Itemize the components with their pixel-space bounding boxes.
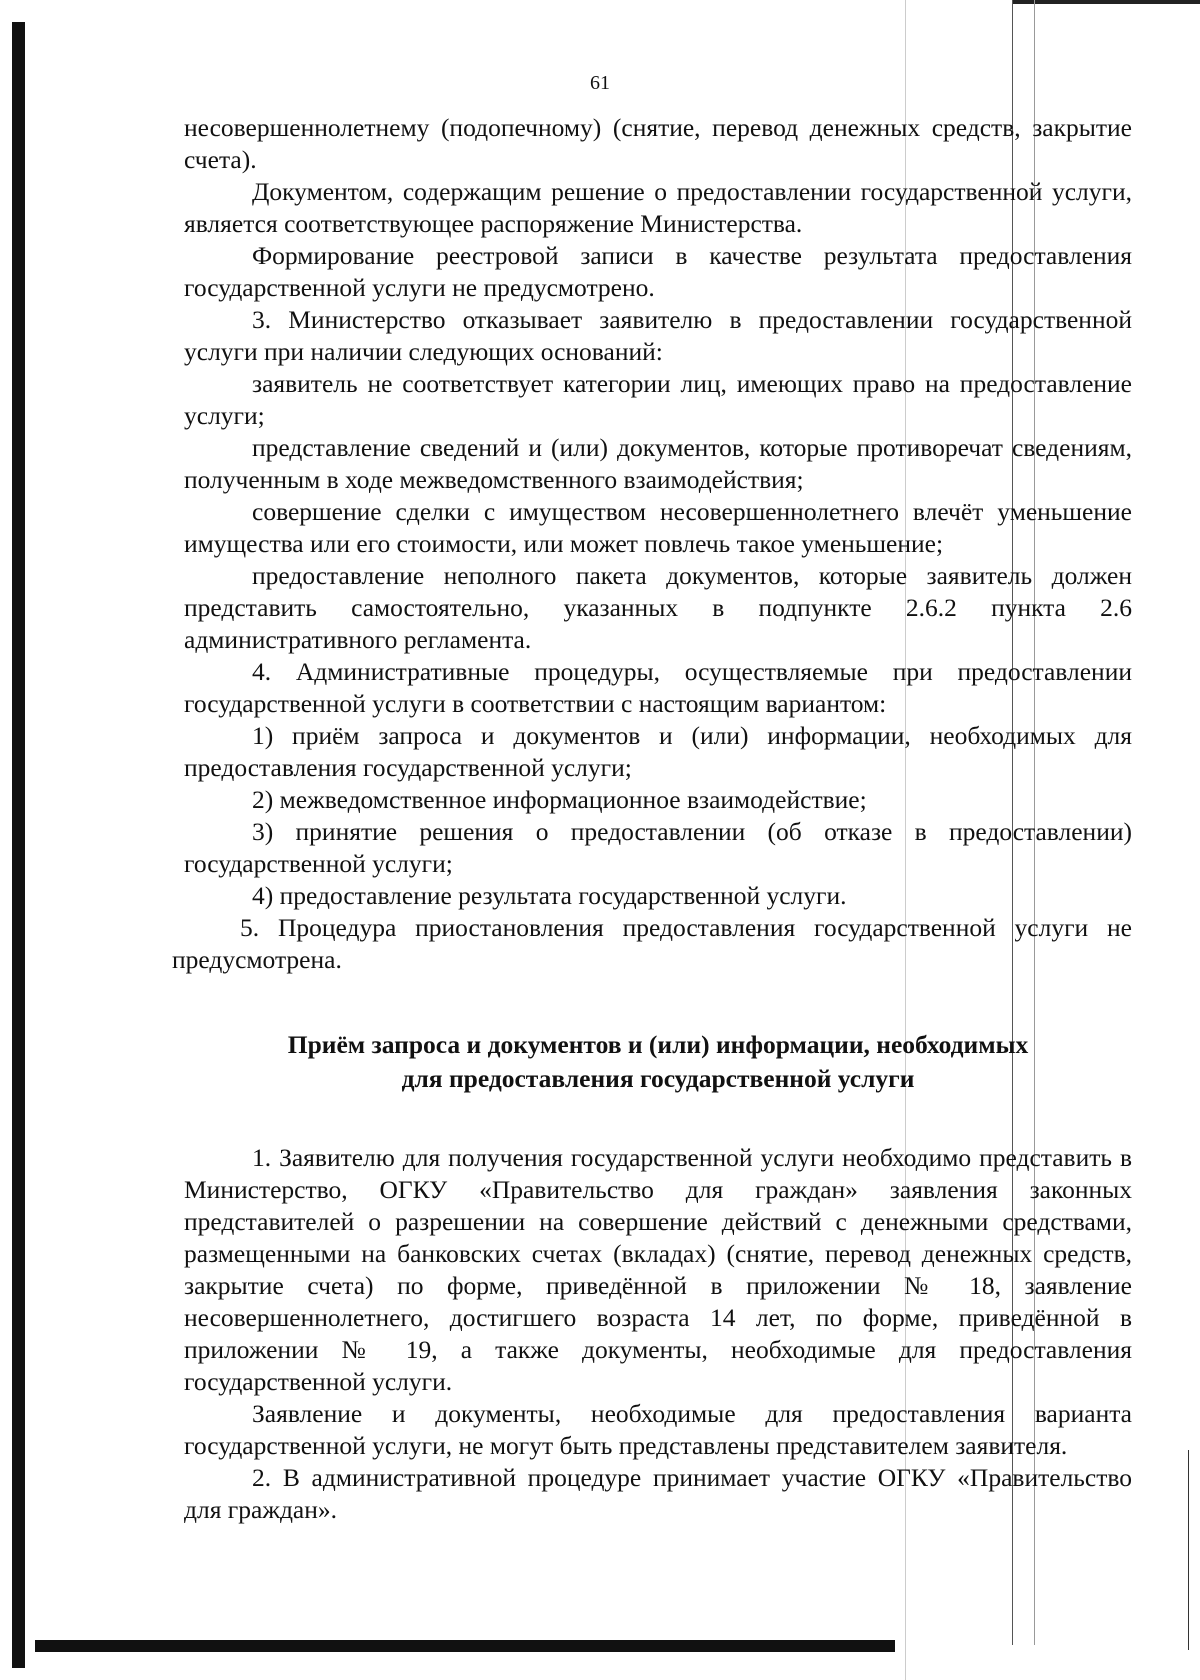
paragraph: 5. Процедура приостановления предоставления государственной услуги не предусмотрена. [172,913,1132,974]
scan-top-edge [1012,0,1200,4]
list-item: предоставление неполного пакета документов, которые заявитель должен представить самостоятельно, указанных в подпункте 2.6.2 пункта 2.6 административного регламента. [184,561,1132,654]
list-item: представление сведений и (или) документов, которые противоречат сведениям, полученным в ходе межведомственного взаимодействия; [184,433,1132,494]
paragraph: 1. Заявителю для получения государственной услуги необходимо представить в Министерство, ОГКУ «Правительство для граждан» заявления законных представителей о разрешении на совершение действий с денежными средствами, размещенными на банковских счетах (вкладах) (снятие, перевод денежных средств, закрытие счета) по форме, приведённой в приложении № 18, заявление несовершеннолетнего, достигшего возраста 14 лет, по форме, приведённой в приложении № 19, а также документы, необходимые для предоставления государственной услуги. [184,1143,1132,1396]
list-item: 4) предоставление результата государственной услуги. [252,881,847,910]
document-body [172,112,1132,1526]
paragraph: несовершеннолетнему (подопечному) (снятие, перевод денежных средств, закрытие счета). [184,113,1132,174]
paragraph: Заявление и документы, необходимые для предоставления варианта государственной услуги, не могут быть представлены представителем заявителя. [184,1399,1132,1460]
section-heading-line: для предоставления государственной услуги [401,1064,915,1093]
list-item: 1) приём запроса и документов и (или) информации, необходимых для предоставления государственной услуги; [184,721,1132,782]
paragraph: 4. Административные процедуры, осуществляемые при предоставлении государственной услуги в соответствии с настоящим вариантом: [184,657,1132,718]
section-heading [184,1028,1132,1096]
section-heading-line: Приём запроса и документов и (или) информации, необходимых [287,1030,1029,1059]
list-item: совершение сделки с имуществом несовершеннолетнего влечёт уменьшение имущества или его стоимости, или может повлечь такое уменьшение; [184,497,1132,558]
scan-fold-line [1188,1450,1189,1650]
list-item: 3) принятие решения о предоставлении (об отказе в предоставлении) государственной услуги; [184,817,1132,878]
paragraph: Документом, содержащим решение о предоставлении государственной услуги, является соответствующее распоряжение Министерства. [184,177,1132,238]
scan-left-border [12,22,25,1668]
paragraph: 3. Министерство отказывает заявителю в предоставлении государственной услуги при наличии следующих оснований: [184,305,1132,366]
list-item: заявитель не соответствует категории лиц, имеющих право на предоставление услуги; [184,369,1132,430]
paragraph: Формирование реестровой записи в качестве результата предоставления государственной услуги не предусмотрено. [184,241,1132,302]
scan-bottom-border [35,1640,895,1652]
paragraph: 2. В административной процедуре принимает участие ОГКУ «Правительство для граждан». [184,1463,1132,1524]
page-number: 61 [590,72,610,94]
list-item: 2) межведомственное информационное взаимодействие; [252,785,867,814]
